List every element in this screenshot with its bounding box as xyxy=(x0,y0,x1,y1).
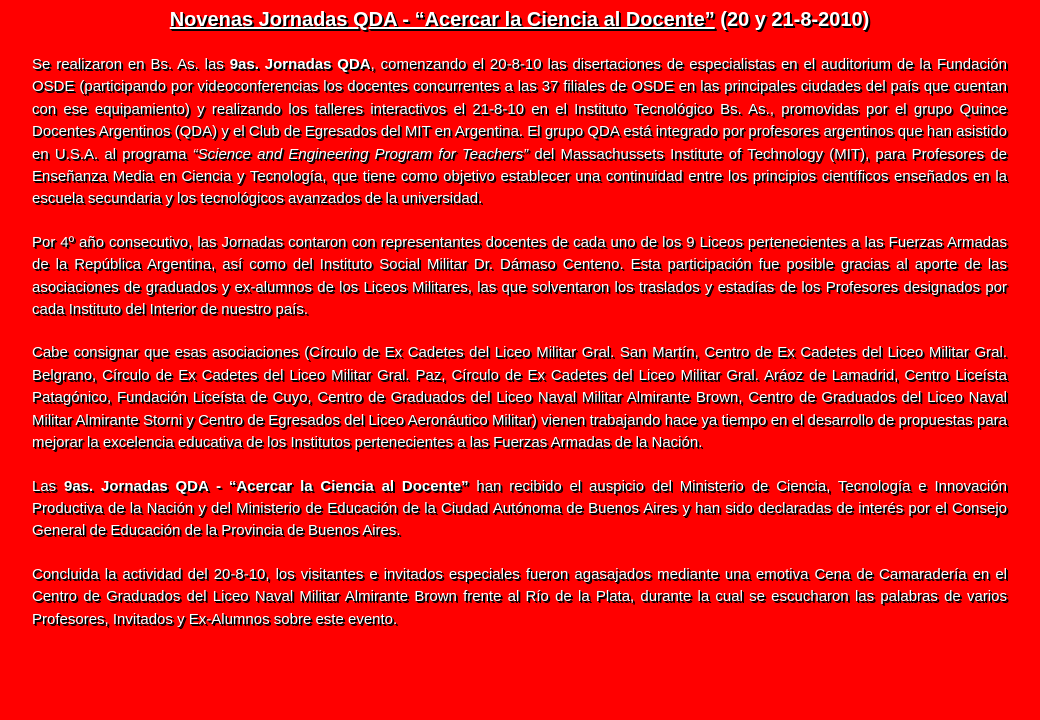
title-underlined: Novenas Jornadas QDA - “Acercar la Ciencia al Docente” xyxy=(169,9,715,31)
p1-bold-jornadas: 9as. Jornadas QDA xyxy=(229,56,371,73)
p1-text-a: Se realizaron en Bs. As. las xyxy=(32,56,230,73)
paragraph-intro xyxy=(32,54,1007,211)
p1-text-e: del Massachussets Institute of Technology (MIT), para Profesores de Enseñanza Media en Ciencia y Tecnología, que tiene como objetivo establecer una continuidad entre los principios científicos enseñados en la escuela secundaria y los tecnológicos avanzados de la universidad. xyxy=(32,145,1008,208)
paragraph-asociaciones: Cabe consignar que esas asociaciones (Círculo de Ex Cadetes del Liceo Militar Gral. San Martín, Centro de Ex Cadetes del Liceo Militar Gral. Belgrano, Círculo de Ex Cadetes del Liceo Militar Gral. Paz, Círculo de Ex Cadetes del Liceo Militar Gral. Aráoz de Lamadrid, Centro Liceísta Patagónico, Fundación Liceísta de Cuyo, Centro de Graduados del Liceo Naval Militar Almirante Brown, Centro de Graduados del Liceo Naval Militar Almirante Storni y Centro de Egresados del Liceo Aeronáutico Militar) vienen trabajando hace ya tiempo en el desarrollo de propuestas para mejorar la excelencia educativa de los Institutos pertenecientes a las Fuerzas Armadas de la Nación. xyxy=(32,344,1007,452)
title-dates: (20 y 21-8-2010) xyxy=(714,9,870,31)
p1-text-c: , comenzando el 20-8-10 las disertaciones de especialistas en el auditorium de la Fundación OSDE (participando por videoconferencias los docentes concurrentes a las 37 filiales de OSDE en las principales ciudades del país que cuentan con ese equipamiento) y realizando los talleres interactivos el 21-8-10 en el Instituto Tecnológico Bs. As., promovidas por el grupo Quince Docentes Argentinos (QDA) y el Club de Egresados del MIT en Argentina. El grupo QDA está integrado por profesores argentinos que han asistido en U.S.A. al programa xyxy=(32,56,1007,163)
p4-bold-jornadas: 9as. Jornadas QDA - “Acercar la Ciencia al Docente” xyxy=(64,477,469,495)
paragraph-liceos: Por 4º año consecutivo, las Jornadas contaron con representantes docentes de cada uno de los 9 Liceos pertenecientes a las Fuerzas Armadas de la República Argentina, así como del Instituto Social Militar Dr. Dámaso Centeno. Esta participación fue posible gracias al aporte de las asociaciones de graduados y ex-alumnos de los Liceos Militares, las que solventaron los traslados y estadías de los Profesores designados por cada Instituto del Interior de nuestro país. xyxy=(32,233,1007,319)
p1-italic-program: “Science and Engineering Program for Teachers” xyxy=(192,145,529,163)
page-title xyxy=(32,6,1007,34)
paragraph-cena: Concluida la actividad del 20-8-10, los visitantes e invitados especiales fueron agasajados mediante una emotiva Cena de Camaradería en el Centro de Graduados del Liceo Naval Militar Almirante Brown frente al Río de la Plata, durante la cual se escucharon las palabras de varios Profesores, Invitados y Ex-Alumnos sobre este evento. xyxy=(32,565,1007,628)
p4-text-a: Las xyxy=(32,477,64,495)
paragraph-auspicio xyxy=(32,476,1007,543)
p4-text-c: han recibido el auspicio del Ministerio de Ciencia, Tecnología e Innovación Productiva de la Nación y del Ministerio de Educación de la Ciudad Autónoma de Buenos Aires y han sido declaradas de interés por el Consejo General de Educación de la Provincia de Buenos Aires. xyxy=(32,477,1007,540)
